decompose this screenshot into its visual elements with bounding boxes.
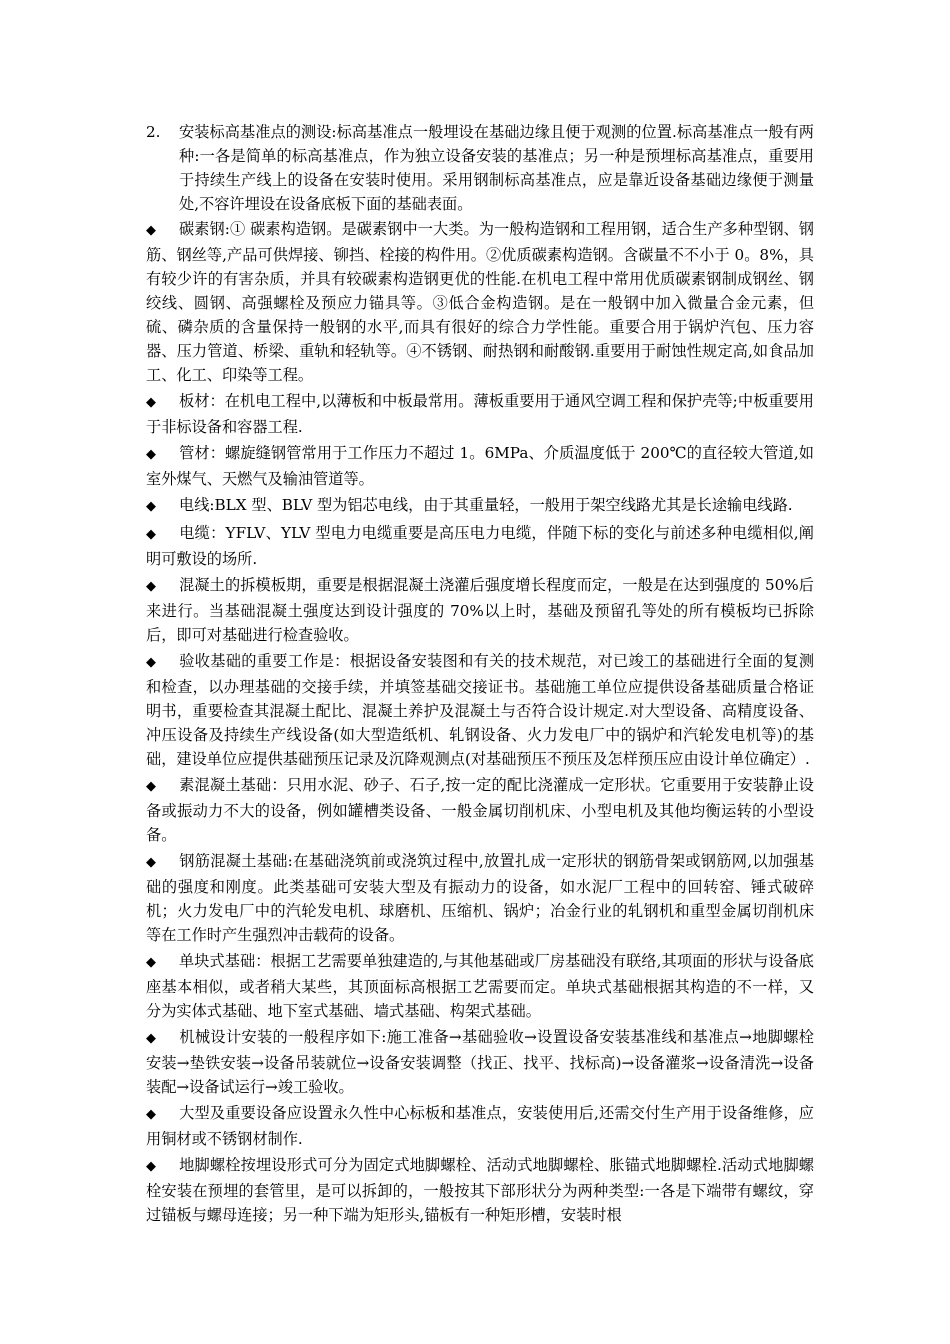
diamond-bullet-icon: ◆	[146, 499, 156, 514]
bullet-paragraph-plain-concrete	[146, 773, 814, 847]
diamond-bullet-icon: ◆	[146, 779, 156, 794]
bullet-paragraph-cable	[146, 521, 814, 571]
paragraph-text: 机械设计安装的一般程序如下:施工准备→基础验收→设置设备安装基准线和基准点→地脚螺栓安装→垫铁安装→设备吊装就位→设备安装调整（找正、找平、找标高)→设备灌浆→设备清洗→设备装配→设备试运行→竣工验收。	[146, 1028, 814, 1096]
bullet-paragraph-center-marker	[146, 1101, 814, 1151]
bullet-paragraph-foundation-acceptance	[146, 649, 814, 771]
numbered-paragraph	[146, 120, 814, 216]
diamond-bullet-icon: ◆	[146, 223, 156, 238]
bullet-paragraph-anchor-bolt	[146, 1153, 814, 1227]
paragraph-text: 碳素钢:① 碳素构造钢。是碳素钢中一大类。为一般构造钢和工程用钢，适合生产多种型钢、钢筋、钢丝等,产品可供焊接、铆挡、栓接的构件用。②优质碳素构造钢。含碳量不不小于 0。8%，具有较少许的有害杂质，并具有较碳素构造钢更优的性能.在机电工程中常用优质碳素钢制成钢丝、钢绞线、圆钢、高强螺栓及预应力锚具等。③低合金构造钢。是在一般钢中加入微量合金元素，但硫、磷杂质的含量保持一般钢的水平,而具有很好的综合力学性能。重要合用于锅炉汽包、压力容器、压力管道、桥梁、重轨和轻轨等。④不锈钢、耐热钢和耐酸钢.重要用于耐蚀性规定高,如食品加工、化工、印染等工程。	[146, 220, 814, 384]
diamond-bullet-icon: ◆	[146, 655, 156, 670]
bullet-paragraph-wire	[146, 493, 814, 519]
bullet-paragraph-single-block	[146, 949, 814, 1023]
paragraph-text: 验收基础的重要工作是：根据设备安装图和有关的技术规范，对已竣工的基础进行全面的复测和检查，以办理基础的交接手续，并填签基础交接证书。基础施工单位应提供设备基础质量合格证明书，重要检查其混凝土配比、混凝土养护及混凝土与否符合设计规定.对大型设备、高精度设备、冲压设备及持续生产线设备(如大型造纸机、轧钢设备、火力发电厂中的锅炉和汽轮发电机等)的基础，建设单位应提供基础预压记录及沉降观测点(对基础预压不预压及怎样预压应由设计单位确定）.	[146, 652, 814, 768]
bullet-paragraph-reinforced-concrete	[146, 849, 814, 947]
paragraph-text: 大型及重要设备应设置永久性中心标板和基准点，安装使用后,还需交付生产用于设备维修，应用铜材或不锈钢材制作.	[146, 1104, 814, 1148]
paragraph-text: 安装标高基准点的测设:标高基准点一般埋设在基础边缘且便于观测的位置.标高基准点一般有两种:一各是简单的标高基准点，作为独立设备安装的基准点；另一种是预埋标高基准点，重要用于持续生产线上的设备在安装时使用。采用钢制标高基准点，应是靠近设备基础边缘便于测量处,不容许埋设在设备底板下面的基础表面。	[179, 123, 814, 213]
paragraph-text: 板材：在机电工程中,以薄板和中板最常用。薄板重要用于通风空调工程和保护壳等;中板重要用于非标设备和容器工程.	[146, 392, 814, 436]
document-page	[146, 120, 814, 1229]
diamond-bullet-icon: ◆	[146, 447, 156, 462]
diamond-bullet-icon: ◆	[146, 855, 156, 870]
bullet-paragraph-carbon-steel	[146, 217, 814, 387]
diamond-bullet-icon: ◆	[146, 1159, 156, 1174]
paragraph-text: 电线:BLX 型、BLV 型为铝芯电线，由于其重量轻，一般用于架空线路尤其是长途输电线路.	[179, 496, 793, 514]
item-number: 2.	[146, 123, 161, 141]
paragraph-text: 素混凝土基础：只用水泥、砂子、石子,按一定的配比浇灌成一定形状。它重要用于安装静止设备或振动力不大的设备，例如罐槽类设备、一般金属切削机床、小型电机及其他均衡运转的小型设备。	[146, 776, 814, 844]
diamond-bullet-icon: ◆	[146, 395, 156, 410]
bullet-paragraph-plate	[146, 389, 814, 439]
diamond-bullet-icon: ◆	[146, 579, 156, 594]
paragraph-text: 电缆：YFLV、YLV 型电力电缆重要是高压电力电缆，伴随下标的变化与前述多种电缆相似,阐明可敷设的场所.	[146, 524, 814, 568]
paragraph-text: 管材：螺旋缝钢管常用于工作压力不超过 1。6MPa、介质温度低于 200℃的直径较大管道,如室外煤气、天燃气及输油管道等。	[146, 444, 814, 488]
bullet-paragraph-installation-procedure	[146, 1025, 814, 1099]
diamond-bullet-icon: ◆	[146, 1031, 156, 1046]
paragraph-text: 地脚螺栓按埋设形式可分为固定式地脚螺栓、活动式地脚螺栓、胀锚式地脚螺栓.活动式地脚螺栓安装在预埋的套管里，是可以拆卸的，一般按其下部形状分为两种类型:一各是下端带有螺纹，穿过锚板与螺母连接；另一种下端为矩形头,锚板有一种矩形槽，安装时根	[146, 1156, 814, 1224]
diamond-bullet-icon: ◆	[146, 955, 156, 970]
bullet-paragraph-formwork	[146, 573, 814, 647]
diamond-bullet-icon: ◆	[146, 1107, 156, 1122]
paragraph-text: 混凝土的拆模板期，重要是根据混凝土浇灌后强度增长程度而定，一般是在达到强度的 50%后来进行。当基础混凝土强度达到设计强度的 70%以上时，基础及预留孔等处的所有模板均已拆除后，即可对基础进行检查验收。	[146, 576, 814, 644]
paragraph-text: 单块式基础：根据工艺需要单独建造的,与其他基础或厂房基础没有联络,其项面的形状与设备底座基本相似，或者稍大某些，其顶面标高根据工艺需要而定。单块式基础根据其构造的不一样，又分为实体式基础、地下室式基础、墙式基础、构架式基础。	[146, 952, 814, 1020]
paragraph-text: 钢筋混凝土基础:在基础浇筑前或浇筑过程中,放置扎成一定形状的钢筋骨架或钢筋网,以加强基础的强度和刚度。此类基础可安装大型及有振动力的设备，如水泥厂工程中的回转窑、锤式破碎机；火力发电厂中的汽轮发电机、球磨机、压缩机、锅炉；冶金行业的轧钢机和重型金属切削机床等在工作时产生强烈冲击载荷的设备。	[146, 852, 814, 944]
bullet-paragraph-pipe	[146, 441, 814, 491]
diamond-bullet-icon: ◆	[146, 527, 156, 542]
